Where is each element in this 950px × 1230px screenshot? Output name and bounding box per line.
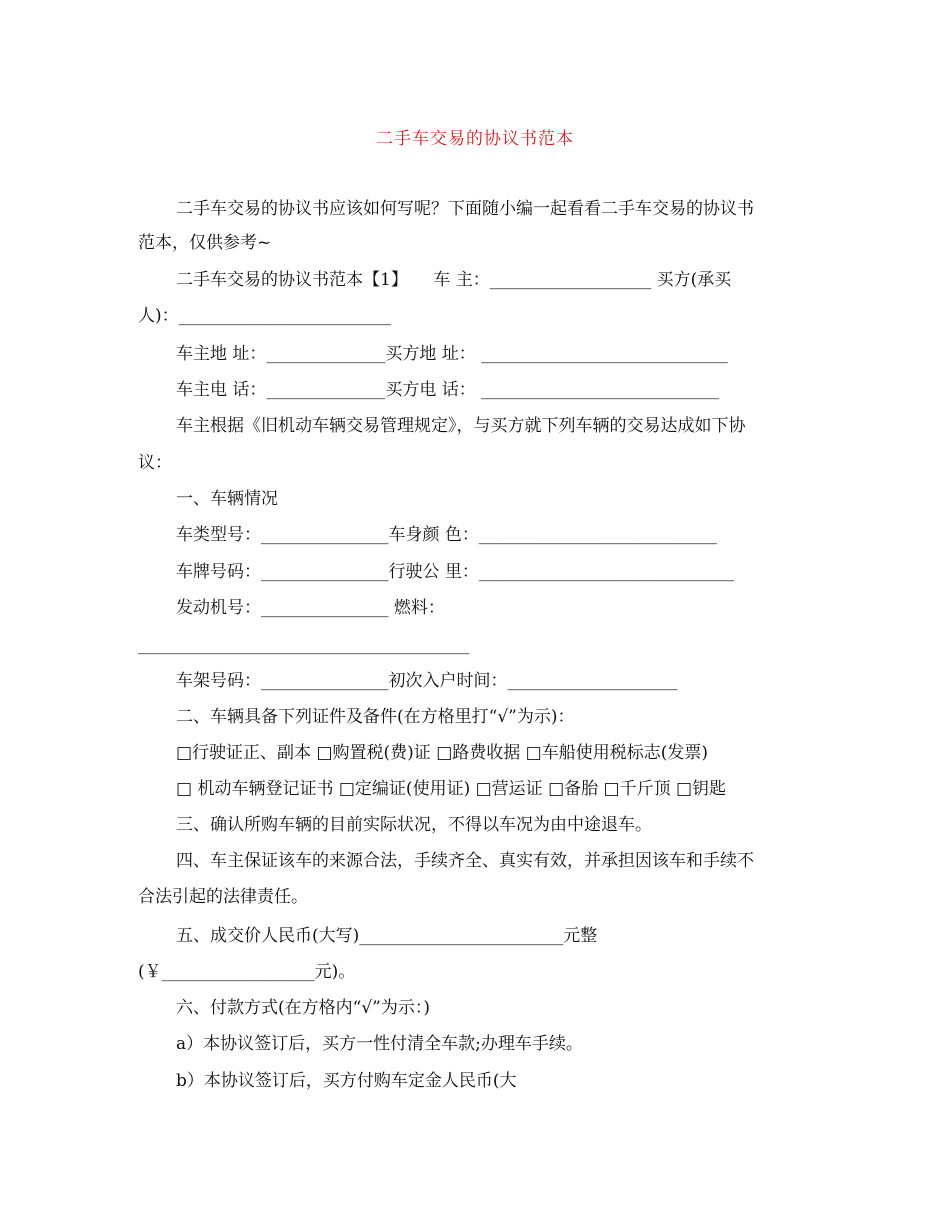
paragraph-line: (￥__________________元)。 (138, 962, 356, 982)
section-heading: 六、付款方式(在方格内“√”为示：) (176, 998, 430, 1018)
paragraph-line: 人)：_________________________ (138, 306, 392, 326)
paragraph-line: b）本协议签订后，买方付购车定金人民币(大 (176, 1071, 517, 1091)
paragraph-line: 车主电 话：______________买方电 话： ____________________________ (176, 380, 720, 400)
paragraph-line: 发动机号：_______________ 燃料： (176, 598, 445, 618)
paragraph-line: 议： (138, 453, 172, 473)
paragraph-line: 车架号码：_______________初次入户时间：____________________ (176, 671, 678, 691)
paragraph-line: 车主根据《旧机动车辆交易管理规定》，与买方就下列车辆的交易达成如下协 (176, 416, 746, 436)
paragraph-line: 合法引起的法律责任。 (138, 887, 308, 907)
checkbox-line: □ 机动车辆登记证书 □定编证(使用证) □营运证 □备胎 □千斤顶 □钥匙 (176, 779, 727, 799)
section-heading: 一、车辆情况 (176, 489, 278, 509)
paragraph-line: 二手车交易的协议书范本【1】 车 主：___________________ 买方(承买 (176, 270, 732, 290)
paragraph-line: 车主地 址：______________买方地 址： _____________________________ (176, 344, 728, 364)
section-heading: 二、车辆具备下列证件及备件(在方格里打“√”为示)： (176, 707, 575, 727)
document-title: 二手车交易的协议书范本 (376, 129, 574, 149)
section-heading: 四、车主保证该车的来源合法，手续齐全、真实有效，并承担因该车和手续不 (176, 851, 754, 871)
section-heading: 五、成交价人民币(大写)________________________元整 (176, 926, 598, 946)
paragraph-line: 车牌号码：_______________行驶公 里：______________________________ (176, 562, 734, 582)
checkbox-line: □行驶证正、副本 □购置税(费)证 □路费收据 □车船使用税标志(发票) (176, 743, 708, 763)
paragraph-line: a）本协议签订后，买方一性付清全车款;办理车手续。 (176, 1034, 583, 1054)
paragraph-line: _______________________________________ (138, 635, 470, 655)
paragraph-line: 二手车交易的协议书应该如何写呢？下面随小编一起看看二手车交易的协议书 (176, 199, 754, 219)
paragraph-line: 车类型号：_______________车身颜 色：____________________________ (176, 525, 717, 545)
paragraph-line: 范本，仅供参考~ (138, 233, 272, 253)
section-heading: 三、确认所购车辆的目前实际状况，不得以车况为由中途退车。 (176, 815, 652, 835)
